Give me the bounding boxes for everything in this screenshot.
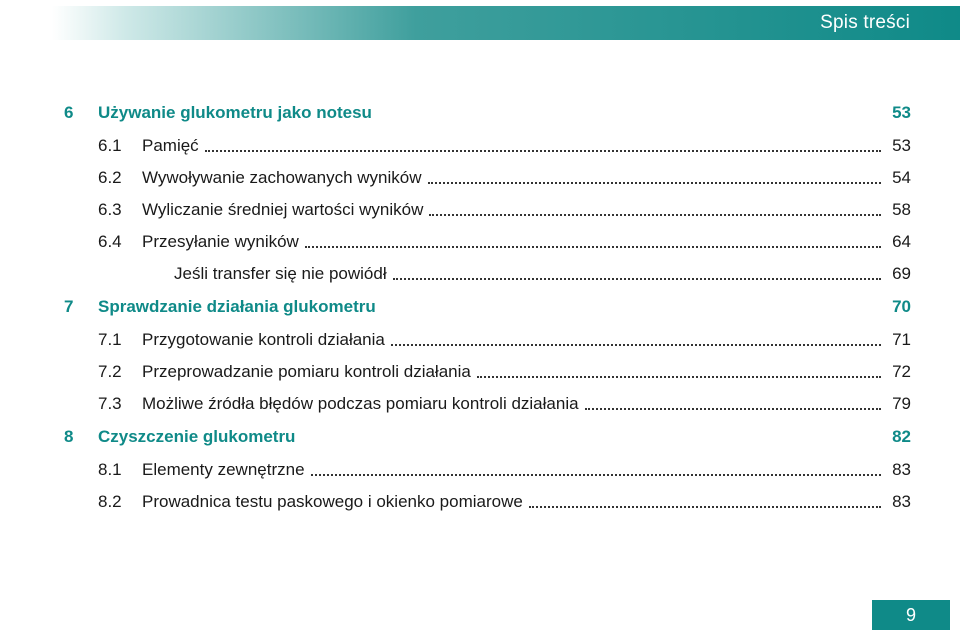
toc-number: 7 <box>64 297 74 316</box>
toc-number: 6.1 <box>98 136 122 155</box>
toc-chapter-8[interactable] <box>64 420 911 454</box>
toc-title: Przygotowanie kontroli działania <box>142 330 385 349</box>
table-of-contents <box>64 96 911 518</box>
toc-number: 7.2 <box>98 362 122 381</box>
toc-title: Czyszczenie glukometru <box>98 427 296 446</box>
toc-entry-7-3[interactable] <box>64 388 911 420</box>
toc-entry-6-4[interactable] <box>64 226 911 258</box>
toc-number: 8.1 <box>98 460 122 479</box>
toc-page: 54 <box>892 168 911 187</box>
toc-leader <box>529 506 881 508</box>
toc-page: 70 <box>892 297 911 316</box>
toc-page: 72 <box>892 362 911 381</box>
toc-entry-6-4-note[interactable] <box>64 258 911 290</box>
toc-page: 64 <box>892 232 911 251</box>
toc-page: 83 <box>892 460 911 479</box>
toc-number: 7.1 <box>98 330 122 349</box>
toc-entry-8-1[interactable] <box>64 454 911 486</box>
toc-chapter-7[interactable] <box>64 290 911 324</box>
toc-title: Używanie glukometru jako notesu <box>98 103 372 122</box>
toc-leader <box>477 376 881 378</box>
toc-title: Prowadnica testu paskowego i okienko pomiarowe <box>142 492 523 511</box>
toc-title: Pamięć <box>142 136 199 155</box>
toc-title: Elementy zewnętrzne <box>142 460 305 479</box>
toc-entry-8-2[interactable] <box>64 486 911 518</box>
toc-title: Jeśli transfer się nie powiódł <box>174 264 387 283</box>
toc-entry-6-1[interactable] <box>64 130 911 162</box>
toc-entry-6-3[interactable] <box>64 194 911 226</box>
toc-number: 6.3 <box>98 200 122 219</box>
page-title: Spis treści <box>820 12 910 33</box>
toc-leader <box>205 150 881 152</box>
toc-page: 53 <box>892 103 911 122</box>
toc-page: 58 <box>892 200 911 219</box>
toc-page: 69 <box>892 264 911 283</box>
toc-page: 79 <box>892 394 911 413</box>
toc-number: 8.2 <box>98 492 122 511</box>
toc-entry-7-2[interactable] <box>64 356 911 388</box>
toc-entry-6-2[interactable] <box>64 162 911 194</box>
toc-page: 53 <box>892 136 911 155</box>
toc-number: 7.3 <box>98 394 122 413</box>
toc-leader <box>305 246 881 248</box>
toc-leader <box>585 408 881 410</box>
toc-number: 6.4 <box>98 232 122 251</box>
toc-number: 6 <box>64 103 74 122</box>
toc-page: 82 <box>892 427 911 446</box>
toc-entry-7-1[interactable] <box>64 324 911 356</box>
toc-leader <box>391 344 881 346</box>
toc-page: 83 <box>892 492 911 511</box>
toc-leader <box>311 474 881 476</box>
toc-chapter-6[interactable] <box>64 96 911 130</box>
toc-title: Sprawdzanie działania glukometru <box>98 297 376 316</box>
toc-leader <box>429 214 881 216</box>
page-number: 9 <box>872 600 950 630</box>
toc-number: 8 <box>64 427 74 446</box>
toc-title: Wywoływanie zachowanych wyników <box>142 168 422 187</box>
toc-title: Wyliczanie średniej wartości wyników <box>142 200 424 219</box>
toc-page: 71 <box>892 330 911 349</box>
toc-leader <box>428 182 881 184</box>
toc-leader <box>393 278 881 280</box>
toc-title: Możliwe źródła błędów podczas pomiaru kontroli działania <box>142 394 579 413</box>
toc-title: Przeprowadzanie pomiaru kontroli działania <box>142 362 471 381</box>
toc-title: Przesyłanie wyników <box>142 232 299 251</box>
toc-number: 6.2 <box>98 168 122 187</box>
